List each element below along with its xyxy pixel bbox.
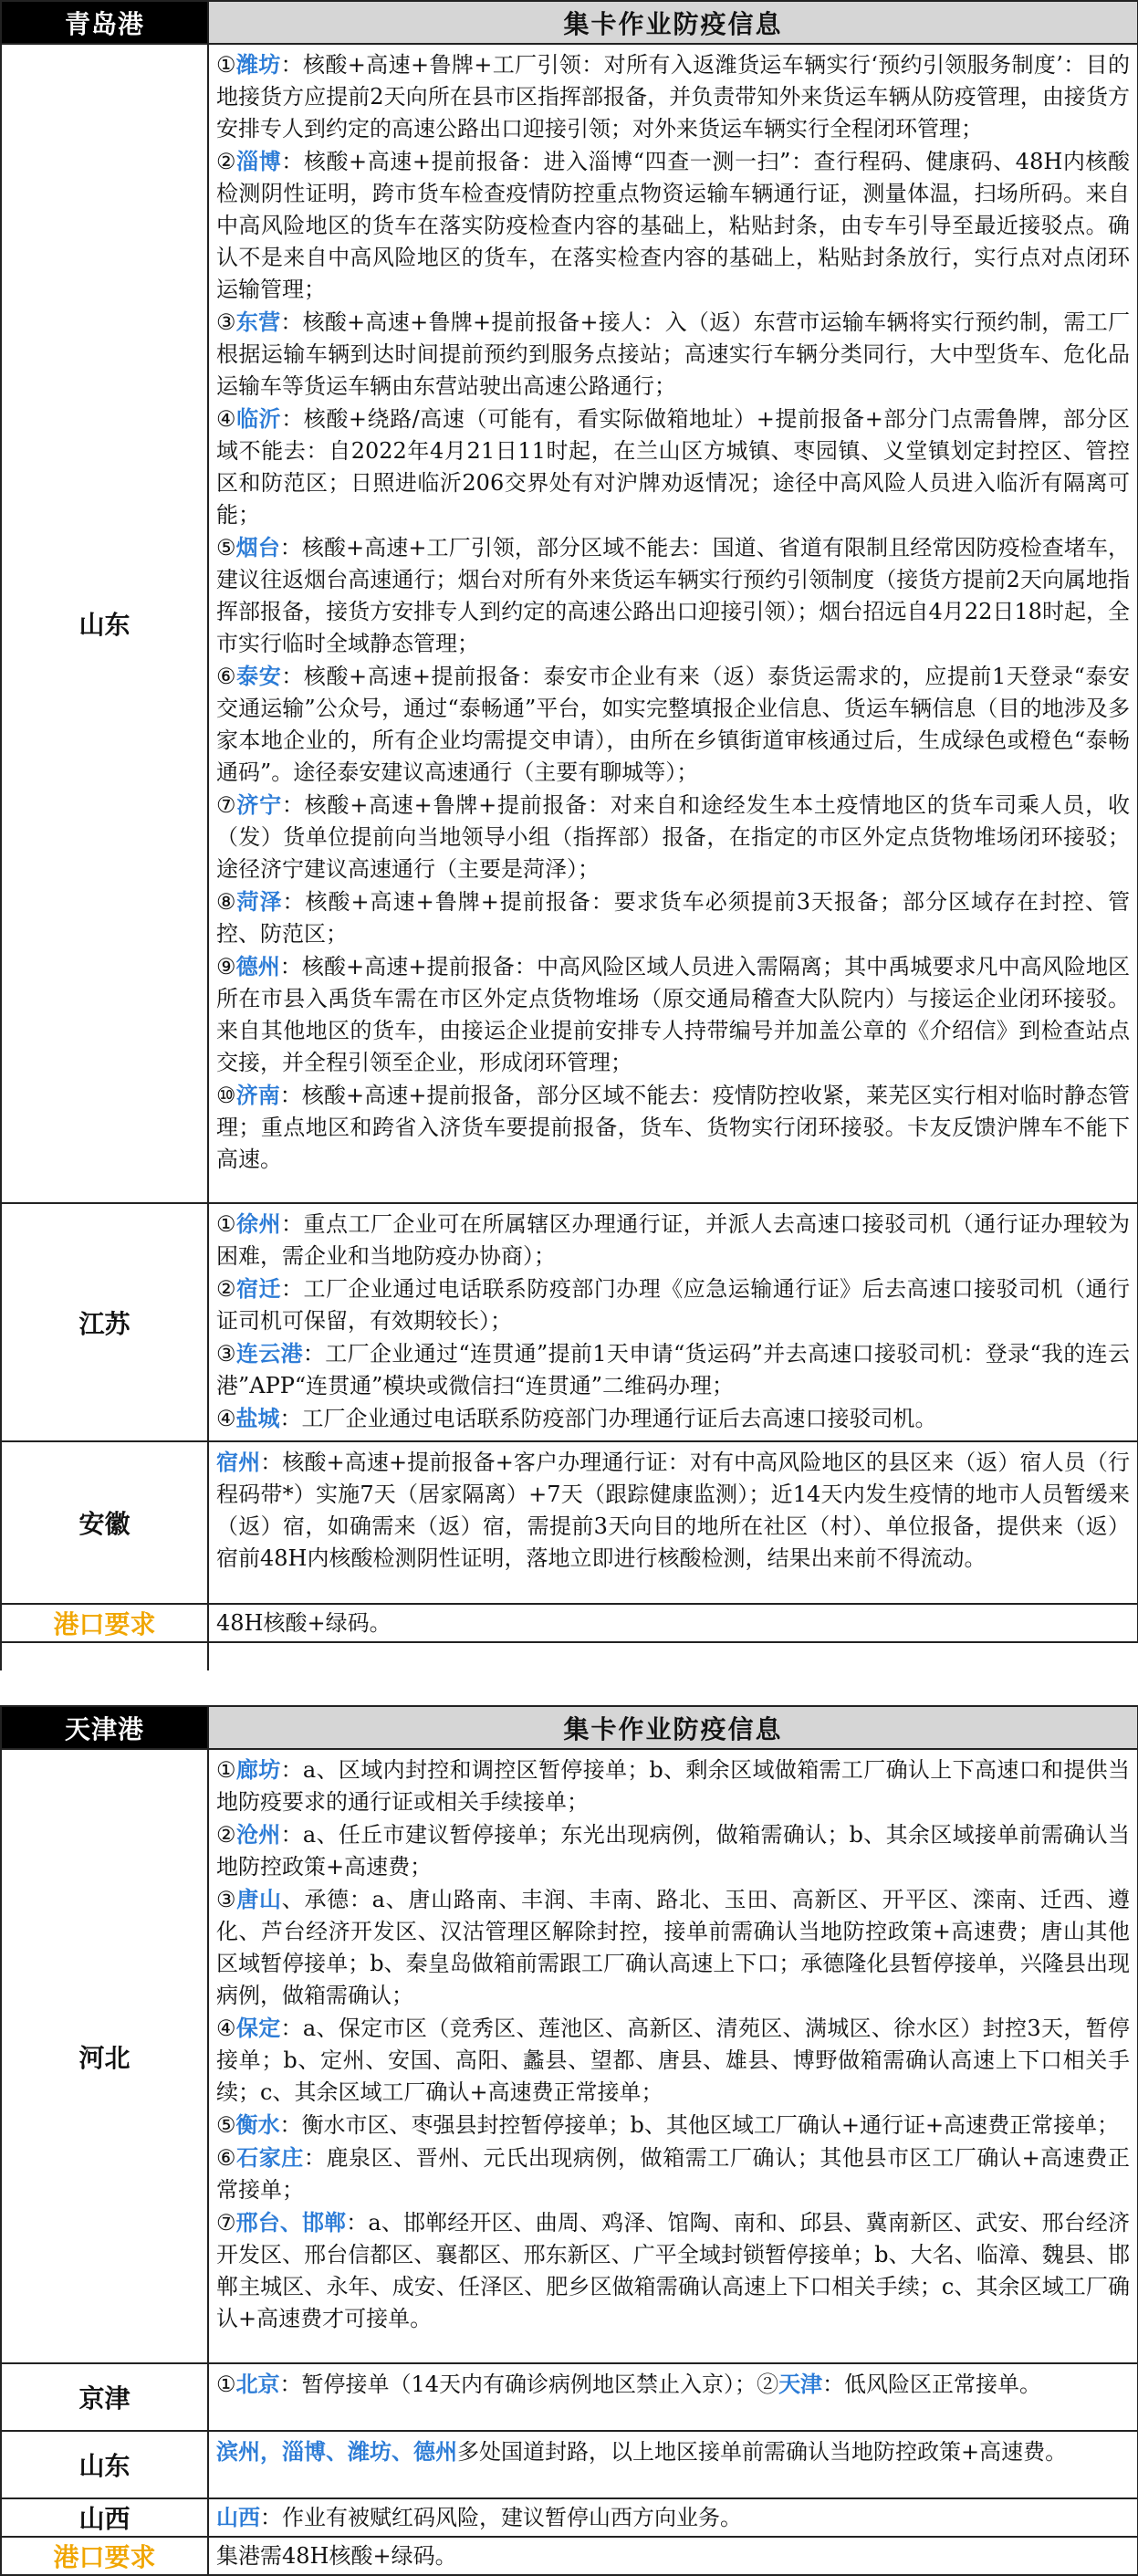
list-item: ②沧州：a、任丘市建议暂停接单；东光出现病例，做箱需确认；b、其余区域接单前需确认当地防控政策+高速费；: [216, 1821, 1131, 1880]
region-content: [208, 2363, 1138, 2431]
list-item: ③连云港：工厂企业通过“连贯通”提前1天申请“货运码”并去高速口接驳司机：登录“我的连云港”APP“连贯通”模块或微信扫“连贯通”二维码办理；: [216, 1340, 1131, 1398]
list-item: ⑨德州：核酸+高速+提前报备：中高风险区域人员进入需隔离；其中禹城要求凡中高风险地区所在市县入禹货车需在市区外定点货物堆场（原交通局稽查大队院内）与接运企业闭环接驳。来自其他地区的货车，由接运企业提前安排专人持带编号并加盖公章的《介绍信》到检查站点交接，并全程引领至企业，形成闭环管理；: [216, 953, 1131, 1075]
list-item: ①潍坊：核酸+高速+鲁牌+工厂引领：对所有入返潍货运车辆实行‘预约引领服务制度’：目的地接货方应提前2天向所在县市区指挥部报备，并负责带知外来货运车辆从防疫管理，由接货方安排专人到约定的高速公路出口迎接引领；对外来货运车辆实行全程闭环管理；: [216, 51, 1131, 141]
list-item: ①廊坊：a、区域内封控和调控区暂停接单；b、剩余区域做箱需工厂确认上下高速口和提供当地防疫要求的通行证或相关手续接单；: [216, 1756, 1131, 1815]
list-item: ⑩济南：核酸+高速+提前报备，部分区域不能去：疫情防控收紧，莱芜区实行相对临时静态管理；重点地区和跨省入济货车要提前报备，货车、货物实行闭环接驳。卡友反馈沪牌车不能下高速。: [216, 1082, 1131, 1172]
region-name: 江苏: [1, 1203, 208, 1441]
qingdao-header-row: [1, 1, 1138, 44]
city-name: 宿迁: [236, 1275, 281, 1302]
list-item: ⑦邢台、邯郸：a、邯郸经开区、曲周、鸡泽、馆陶、南和、邱县、冀南新区、武安、邢台经济开发区、邢台信都区、襄都区、邢东新区、广平全域封锁暂停接单；b、大名、临漳、魏县、邯郸主城区、永年、成安、任泽区、肥乡区做箱需确认高速上下口相关手续；c、其余区域工厂确认+高速费才可接单。: [216, 2209, 1131, 2331]
section-title: 集卡作业防疫信息: [208, 1, 1138, 44]
region-name: 山东: [1, 2431, 208, 2498]
city-name: 盐城: [235, 1405, 280, 1431]
region-row-anhui: [1, 1441, 1138, 1604]
city-name: 山西: [216, 2504, 260, 2530]
list-item: 宿州：核酸+高速+提前报备+客户办理通行证：对有中高风险地区的县区来（返）宿人员（行程码带*）实施7天（居家隔离）+7天（跟踪健康监测）；近14天内发生疫情的地市人员暂缓来（返）宿，如确需来（返）宿，需提前3天向目的地所在社区（村）、单位报备，提供来（返）宿前48H内核酸检测阴性证明，落地立即进行核酸检测，结果出来前不得流动。: [216, 1449, 1131, 1571]
list-item: ④盐城：工厂企业通过电话联系防疫部门办理通行证后去高速口接驳司机。: [216, 1405, 937, 1431]
region-row-shanxi: [1, 2498, 1138, 2537]
spacer-row: [1, 1642, 1138, 1670]
city-name: 廊坊: [235, 1756, 281, 1783]
region-row-jingjin: [1, 2363, 1138, 2431]
city-name: 徐州: [236, 1210, 281, 1237]
city-name: 北京: [235, 2371, 280, 2397]
requirement-text: 集港需48H核酸+绿码。: [208, 2537, 1138, 2575]
city-name: 东营: [235, 309, 281, 335]
city-name: 沧州: [235, 1821, 281, 1848]
list-item: ③唐山、承德：a、唐山路南、丰润、丰南、路北、玉田、高新区、开平区、滦南、迁西、遵化、芦台经济开发区、汉沽管理区解除封控，接单前需确认当地防控政策+高速费；唐山其他区域暂停接单；b、秦皇岛做箱前需跟工厂确认高速上下口；承德隆化县暂停接单，兴隆县出现病例，做箱需确认；: [216, 1886, 1131, 2008]
region-content: [208, 2431, 1138, 2498]
port-name: 天津港: [1, 1706, 208, 1749]
section-title: 集卡作业防疫信息: [208, 1706, 1138, 1749]
city-name: 石家庄: [236, 2144, 304, 2171]
list-item: ②淄博：核酸+高速+提前报备：进入淄博“四查一测一扫”：查行程码、健康码、48H内核酸检测阴性证明，跨市货车检查疫情防控重点物资运输车辆通行证，测量体温，扫场所码。来自中高风险地区的货车在落实防疫检查内容的基础上，粘贴封条，由专车引导至最近接驳点。确认不是来自中高风险地区的货车，在落实检查内容的基础上，粘贴封条放行，实行点对点闭环运输管理；: [216, 148, 1131, 302]
requirement-text: 48H核酸+绿码。: [208, 1604, 1138, 1642]
city-name: 保定: [235, 2015, 281, 2041]
city-name: 连云港: [235, 1340, 303, 1367]
city-name: 临沂: [236, 405, 282, 432]
region-content: 山西：作业有被赋红码风险，建议暂停山西方向业务。: [208, 2498, 1138, 2537]
city-name: 淄博: [236, 148, 282, 174]
region-row-jiangsu: [1, 1203, 1138, 1441]
region-name: 山东: [1, 44, 208, 1203]
city-name: 济南: [235, 1082, 280, 1108]
port-name: 青岛港: [1, 1, 208, 44]
list-item: ④保定：a、保定市区（竞秀区、莲池区、高新区、清苑区、满城区、徐水区）封控3天，暂停接单；b、定州、安国、高阳、蠡县、望都、唐县、雄县、博野做箱需确认高速上下口相关手续；c、其余区域工厂确认+高速费正常接单；: [216, 2015, 1131, 2105]
region-name: 山西: [1, 2498, 208, 2537]
list-item: ⑦济宁：核酸+高速+鲁牌+提前报备：对来自和途经发生本土疫情地区的货车司乘人员，收（发）货单位提前向当地领导小组（指挥部）报备，在指定的市区外定点货物堆场闭环接驳；途径济宁建议高速通行（主要是菏泽）；: [216, 791, 1131, 882]
list-item: 滨州，淄博、潍坊、德州多处国道封路，以上地区接单前需确认当地防控政策+高速费。: [216, 2438, 1068, 2465]
region-name: 河北: [1, 1749, 208, 2363]
city-name: 滨州，淄博、潍坊、德州: [216, 2438, 457, 2465]
city-name: 唐山: [236, 1886, 282, 1912]
list-item: ⑤衡水：衡水市区、枣强县封控暂停接单；b、其他区域工厂确认+通行证+高速费正常接单；: [216, 2111, 1120, 2138]
list-item: ④临沂：核酸+绕路/高速（可能有，看实际做箱地址）+提前报备+部分门点需鲁牌，部分区域不能去：自2022年4月21日11时起，在兰山区方城镇、枣园镇、义堂镇划定封控区、管控区和防范区；日照进临沂206交界处有对沪牌劝返情况；途径中高风险人员进入临沂有隔离可能；: [216, 405, 1130, 528]
tianjin-header-row: [1, 1706, 1138, 1749]
list-item: ⑥石家庄：鹿泉区、晋州、元氏出现病例，做箱需工厂确认；其他县市区工厂确认+高速费正常接单；: [216, 2144, 1131, 2203]
city-name: 宿州: [216, 1449, 261, 1475]
list-item: ③东营：核酸+高速+鲁牌+提前报备+接人：入（返）东营市运输车辆将实行预约制，需工厂根据运输车辆到达时间提前预约到服务点接站；高速实行车辆分类同行，大中型货车、危化品运输车等货运车辆由东营站驶出高速公路通行；: [216, 309, 1131, 399]
port-requirement-row: [1, 2537, 1138, 2575]
city-name: 烟台: [235, 534, 280, 560]
tianjin-table: [0, 1705, 1138, 2576]
city-name: 济宁: [236, 791, 282, 818]
list-item: ①徐州：重点工厂企业可在所属辖区办理通行证，并派人去高速口接驳司机（通行证办理较为困难，需企业和当地防疫办协商）；: [216, 1210, 1131, 1269]
city-name: 衡水: [235, 2111, 280, 2138]
city-name: 天津: [778, 2371, 823, 2397]
requirement-label: 港口要求: [1, 2537, 208, 2575]
city-name: 邢台、邯郸: [235, 2209, 347, 2236]
region-row-hebei: [1, 1749, 1138, 2363]
region-content: [208, 44, 1138, 1203]
region-content: [208, 1441, 1138, 1604]
city-name: 德州: [235, 953, 280, 979]
list-item: ⑤烟台：核酸+高速+工厂引领，部分区域不能去：国道、省道有限制且经常因防疫检查堵车，建议往返烟台高速通行；烟台对所有外来货运车辆实行预约引领制度（接货方提前2天向属地指挥部报备，接货方安排专人到约定的高速公路出口迎接引领）；烟台招远自4月22日18时起，全市实行临时全域静态管理；: [216, 534, 1131, 656]
region-content: [208, 1203, 1138, 1441]
region-content: [208, 1749, 1138, 2363]
list-item: ①北京：暂停接单（14天内有确诊病例地区禁止入京）；②天津：低风险区正常接单。: [216, 2371, 1042, 2397]
region-row-shandong: [1, 2431, 1138, 2498]
city-name: 菏泽: [236, 888, 283, 915]
list-item: ⑧菏泽：核酸+高速+鲁牌+提前报备：要求货车必须提前3天报备；部分区域存在封控、管控、防范区；: [216, 888, 1130, 947]
city-name: 潍坊: [235, 51, 281, 78]
region-row-shandong: [1, 44, 1138, 1203]
list-item: ⑥泰安：核酸+高速+提前报备：泰安市企业有来（返）泰货运需求的，应提前1天登录“泰安交通运输”公众号，通过“泰畅通”平台，如实完整填报企业信息、货运车辆信息（目的地涉及多家本地企业的，所有企业均需提交申请），由所在乡镇街道审核通过后，生成绿色或橙色“泰畅通码”。途径泰安建议高速通行（主要有聊城等）；: [216, 663, 1131, 785]
region-name: 安徽: [1, 1441, 208, 1604]
requirement-label: 港口要求: [1, 1604, 208, 1642]
list-item: ②宿迁：工厂企业通过电话联系防疫部门办理《应急运输通行证》后去高速口接驳司机（通行证司机可保留，有效期较长）；: [216, 1275, 1131, 1334]
region-name: 京津: [1, 2363, 208, 2431]
port-requirement-row: [1, 1604, 1138, 1642]
city-name: 泰安: [236, 663, 282, 689]
